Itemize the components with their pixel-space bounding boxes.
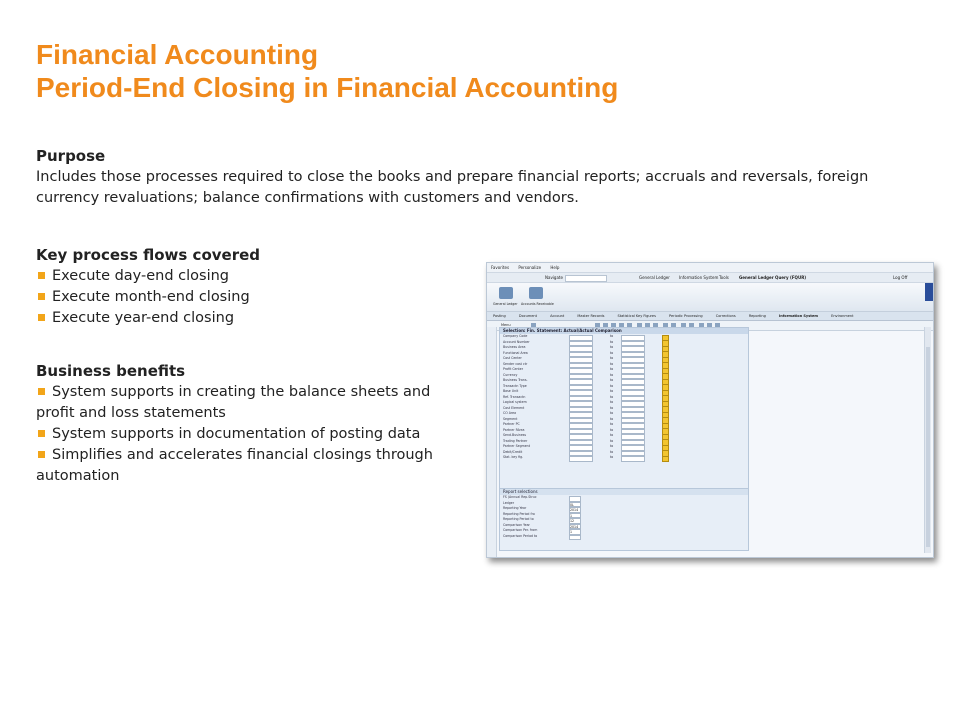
report-value	[569, 535, 581, 541]
report-value: 2014	[569, 507, 581, 513]
tab: Document	[518, 314, 538, 318]
nav-path-3: Tools	[719, 275, 729, 280]
field-label: Cost Center	[503, 356, 522, 360]
to-label: to	[610, 389, 614, 393]
report-value: 1	[569, 529, 581, 535]
to-label: to	[610, 427, 614, 432]
to-label: to	[610, 400, 614, 404]
field-label: Partner Segment	[503, 444, 530, 448]
tab: Information System	[778, 314, 818, 318]
benefits-section	[36, 361, 446, 487]
tab: Posting	[493, 314, 506, 318]
report-heading: Report selections	[500, 489, 748, 495]
menu-item: Favorites	[491, 265, 510, 270]
purpose-section	[36, 146, 916, 209]
benefits-list	[36, 382, 446, 487]
field-label: Ref. Transactn	[503, 394, 526, 399]
field-label: Account Number	[503, 339, 530, 344]
report-label: Comparison Per. from	[503, 528, 538, 532]
field-label: Business Area	[503, 345, 526, 349]
field-label: Currency	[503, 372, 518, 377]
logoff-link: Log Off	[893, 275, 908, 280]
report-fields	[500, 495, 748, 539]
list-item: Execute month-end closing	[36, 287, 260, 308]
to-label: to	[610, 367, 614, 371]
field-label: Profit Center	[503, 367, 524, 371]
slide-title	[36, 38, 618, 104]
title-line-1: Financial Accounting	[36, 39, 319, 70]
field-label: Business Trans.	[503, 378, 528, 382]
report-label: Reporting Year	[503, 506, 527, 510]
tab: Account	[550, 314, 565, 318]
menu-item: Personalize	[518, 265, 542, 270]
sap-screenshot	[486, 262, 934, 558]
report-row	[500, 534, 748, 540]
to-label: to	[610, 361, 614, 366]
field-row	[500, 455, 748, 461]
field-input-from	[569, 456, 593, 462]
report-value: 0L	[569, 502, 581, 508]
tab: Reporting	[748, 314, 766, 318]
screenshot-menu-bar	[487, 263, 933, 273]
key-flows-list	[36, 266, 260, 329]
report-label: Reporting Period fro	[503, 511, 535, 516]
general-ledger-icon	[499, 287, 513, 299]
menu-item: Help	[550, 265, 560, 270]
screenshot-side-handle	[925, 283, 933, 301]
report-value: 1	[569, 513, 581, 519]
report-value: 2014	[569, 524, 581, 530]
multiple-selection-icon	[662, 456, 669, 463]
list-item: Simplifies and accelerates financial closings through automation	[36, 445, 446, 487]
key-flows-section	[36, 245, 260, 329]
nav-path-1: General Ledger	[639, 275, 670, 280]
report-label: FS (Annual Rep.Struc	[503, 495, 537, 499]
purpose-text: Includes those processes required to close the books and prepare financial reports; accruals and reversals, foreign currency revaluations; balance confirmations with customers and vendors.	[36, 169, 869, 206]
accounts-receivable-icon	[529, 287, 543, 299]
scroll-thumb	[926, 347, 930, 547]
to-label: to	[610, 350, 614, 355]
to-label: to	[610, 455, 614, 459]
field-label: Logical system	[503, 400, 527, 404]
selection-fields	[500, 334, 748, 461]
report-label: Comparison Period to	[503, 533, 538, 538]
menu-button: Menu	[501, 323, 511, 327]
list-item: Execute year-end closing	[36, 308, 260, 329]
field-label: Company Code	[503, 334, 528, 338]
benefits-heading: Business benefits	[36, 362, 186, 380]
screenshot-left-strip	[487, 327, 497, 557]
to-label: to	[610, 438, 614, 443]
report-value: 12	[569, 518, 581, 524]
nav-input	[565, 275, 607, 282]
tab: Statistical Key Figures	[617, 314, 656, 318]
to-label: to	[610, 383, 614, 388]
field-label: Sender cost ctr	[503, 361, 528, 366]
tab: Environment	[831, 314, 854, 318]
to-label: to	[610, 334, 614, 338]
field-label: Trading Partner	[503, 438, 528, 443]
ribbon-label: General Ledger	[493, 302, 518, 306]
report-selections	[500, 488, 748, 551]
to-label: to	[610, 433, 614, 437]
screenshot-nav-bar	[487, 273, 933, 283]
tab: Periodic Processing	[669, 314, 703, 318]
list-item: Execute day-end closing	[36, 266, 260, 287]
tab: Master Records	[577, 314, 605, 318]
to-label: to	[610, 345, 614, 349]
nav-path-2: Information System	[679, 275, 719, 280]
field-label: Stat. key fig.	[503, 455, 524, 459]
panel-title: Selection: Fin. Statement: Actual/Actual Comparison	[500, 328, 748, 334]
screenshot-tabs	[487, 312, 933, 321]
key-flows-heading: Key process flows covered	[36, 246, 261, 264]
field-label: Base Unit	[503, 389, 519, 393]
field-label: Partner FArea	[503, 427, 525, 432]
to-label: to	[610, 372, 614, 377]
to-label: to	[610, 444, 614, 448]
screenshot-ribbon	[487, 283, 933, 312]
report-label: Reporting Period to	[503, 517, 534, 521]
field-label: Transactn Type	[503, 383, 527, 388]
field-input-to	[621, 456, 645, 462]
field-label: Partner PC	[503, 422, 520, 426]
field-label: Send.Business	[503, 433, 527, 437]
list-item: System supports in documentation of posting data	[36, 424, 446, 445]
to-label: to	[610, 416, 614, 421]
title-line-2: Period-End Closing in Financial Accounting	[36, 72, 619, 103]
tab: Corrections	[715, 314, 736, 318]
ribbon-label: Accounts Receivable	[521, 302, 554, 306]
report-label: Ledger	[503, 500, 514, 505]
to-label: to	[610, 378, 614, 382]
report-label: Comparison Year	[503, 522, 530, 527]
field-label: Functional Area	[503, 350, 528, 355]
to-label: to	[610, 411, 614, 415]
to-label: to	[610, 449, 614, 454]
to-label: to	[610, 422, 614, 426]
field-label: Debit/Credit	[503, 449, 523, 454]
field-label: Cost Element	[503, 405, 525, 410]
nav-path-4: General Ledger Query (FQUR)	[739, 275, 807, 280]
list-item: System supports in creating the balance sheets and profit and loss statements	[36, 382, 446, 424]
nav-label: Navigate	[545, 275, 563, 280]
selection-panel	[499, 327, 749, 551]
to-label: to	[610, 356, 614, 360]
to-label: to	[610, 339, 614, 344]
field-label: CO Area	[503, 411, 517, 415]
field-label: Segment	[503, 416, 518, 421]
to-label: to	[610, 394, 614, 399]
to-label: to	[610, 405, 614, 410]
purpose-heading: Purpose	[36, 147, 106, 165]
